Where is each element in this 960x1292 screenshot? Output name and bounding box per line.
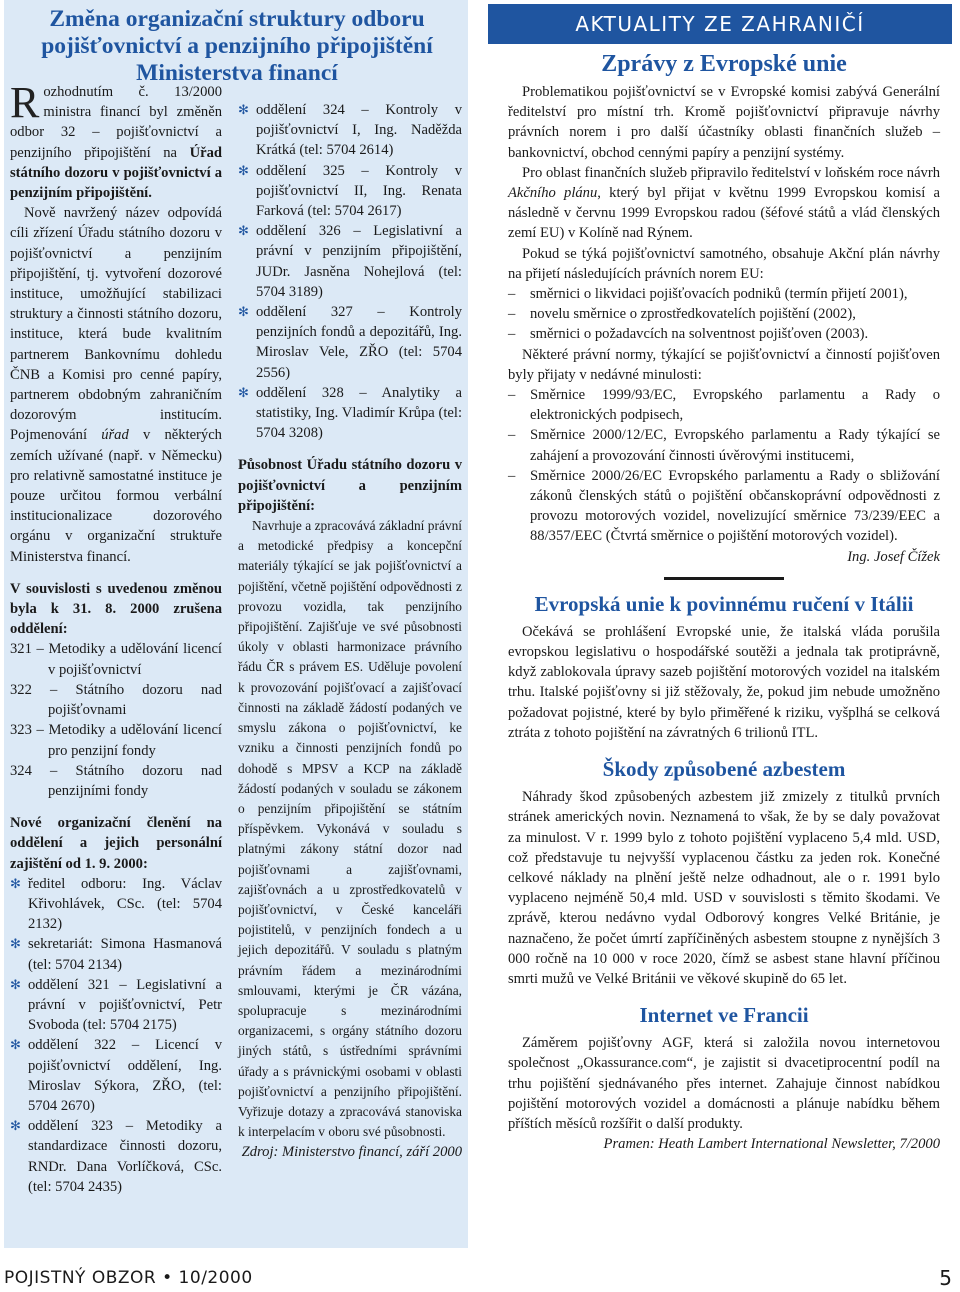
eu-paragraph-4: Některé právní normy, týkající se pojišťovnictví a činností pojišťoven byly přijaty v nedávné minulosti: [508,346,940,383]
asbestos-title: Škody způsobené azbestem [602,757,846,782]
list-item: ✻ oddělení 322 – Licencí v pojišťovnictví oddělení, Ing. Miroslav Sýkora, ZŘO, (tel: 5704 2670) [10,1035,222,1116]
left-source: Zdroj: Ministerstvo financí, září 2000 [241,1144,462,1161]
list-item: 322 – Státního dozoru nad pojišťovnami [10,681,222,719]
list-item: ✻ sekretariát: Simona Hasmanová (tel: 5704 2134) [10,934,222,974]
list-item: ✻ oddělení 323 – Metodiky a standardizace činnosti dozoru, RNDr. Dana Vorlíčková, CSc. (tel: 5704 2435) [10,1116,222,1197]
eu-paragraph-1: Problematikou pojišťovnictví se v Evropské komisi zabývá Generální ředitelství pro místní trh. Kromě pojišťovnictví připravuje návrhy právních norem i pro další účastníky oblasti finančních služeb – bankovnictví, obchod cennými papíry a penzijní systémy. [508,84,940,161]
cancelled-list [10,639,222,801]
list-item: ✻ oddělení 324 – Kontroly v pojišťovnictví I, Ing. Naděžda Krátká (tel: 5704 2614) [238,100,462,161]
eu-paragraph-3: Pokud se týká pojišťovnictví samotného, obsahuje Akční plán návrhy na přijetí následujících právních norem EU: [508,245,940,282]
eu-news-title: Zprávy z Evropské unie [601,51,847,77]
list-item: ✻ oddělení 325 – Kontroly v pojišťovnictví II, Ing. Renata Farková (tel: 5704 2617) [238,161,462,222]
list-item: ✻ oddělení 328 – Analytiky a statistiky, Ing. Vladimír Krůpa (tel: 5704 3208) [238,383,462,444]
section-header: AKTUALITY ZE ZAHRANIČÍ [488,4,952,44]
list-item: – Směrnice 1999/93/EC, Evropského parlamentu a Rady o elektronických podpisech, [508,385,940,425]
eu-paragraph-2: Pro oblast finančních služeb připravilo ředitelství v loňském roce návrh [522,164,940,181]
right-column [508,50,940,1154]
france-title: Internet ve Francii [639,1003,809,1028]
france-source: Pramen: Heath Lambert International Newsletter, 7/2000 [603,1136,940,1153]
list-item: – Směrnice 2000/12/EC, Evropského parlamentu a Rady týkající se zahájení a provozování činnosti úvěrovými institucemi, [508,425,940,465]
paragraph-2: Nově navržený název odpovídá cíli zřízení Úřadu státního dozoru v pojišťovnictví a penzijním připojištění, tj. vytvoření dozorové instituce, umožňující stabilizaci struktury a činnosti státního dozoru, instituce, která bude kvalitním partnerem Bankovnímu dohledu ČNB a Komisi pro cenné papíry, partnerem obdobným zahraničním dozorovým institucím. Pojmenování [10,205,222,444]
eu-planned-list [508,284,940,345]
list-item: ✻ oddělení 327 – Kontroly penzijních fondů a depozitářů, Ing. Miroslav Vele, ZŘO (tel: 5704 2556) [238,302,462,383]
list-item: 321 – Metodiky a udělování licencí v pojišťovnictví [10,641,222,678]
paragraph-2-tail: v některých zemích užívané (např. v Německu) pro relativně samostatné instituce je pouze určitou formou verbální institucionalizace dozorového orgánu v organizační struktuře Ministerstva financí. [10,427,222,565]
eu-paragraph-2-italic: Akčního plánu [508,185,598,202]
paragraph-2-italic: úřad [101,427,129,444]
left-article-column-2 [238,100,462,1163]
drop-cap: R [10,78,40,127]
article-title: Změna organizační struktury odboru pojišťovnictví a penzijního připojištění Ministerstva financí [41,6,433,86]
staff-list-1 [10,874,222,1197]
new-structure-heading: Nové organizační členění na oddělení a jejich personální zajištění od 1. 9. 2000: [10,815,222,872]
page-number: 5 [939,1266,952,1290]
list-item: ✻ ředitel odboru: Ing. Václav Křivohlávek, CSc. (tel: 5704 2132) [10,874,222,935]
eu-adopted-list [508,385,940,547]
staff-list-2 [238,100,462,443]
list-item: – Směrnice 2000/26/EC Evropského parlamentu a Rady o sbližování zákonů členských států o pojištění občanskoprávní odpovědnosti z provozu motorových vozidel, novelizující směrnice 73/239/EEC a 88/357/EEC (Čtvrtá směrnice o pojištění motorových vozidel). [508,466,940,547]
list-item: 324 – Státního dozoru nad penzijními fondy [10,762,222,799]
eu-paragraph-2-tail: , který byl přijat v květnu 1999 Evropskou komisí a následně v červnu 1999 Evropskou radou (šéfové států a vlád členských zemí EU) v Kolíně nad Rýnem. [508,185,940,242]
list-item: – směrnici o likvidaci pojišťovacích podniků (termín přijetí 2001), [508,284,940,304]
italy-title: Evropská unie k povinnému ručení v Itálii [534,591,914,616]
list-item: ✻ oddělení 326 – Legislativní a právní v penzijním připojištění, JUDr. Jasněna Nohejlová (tel: 5704 3189) [238,221,462,302]
list-item: ✻ oddělení 321 – Legislativní a právní v pojišťovnictví, Petr Svoboda (tel: 5704 2175) [10,975,222,1036]
cancelled-heading: V souvislosti s uvedenou změnou byla k 31. 8. 2000 zrušena oddělení: [10,580,222,638]
france-paragraph: Záměrem pojišťovny AGF, která si založila novou internetovou společnost „Okassurance.com“, je zajistit si dvacetiprocentní podíl na trhu pojištění sjednávaného přes internet. Zahajuje činnost nabídkou pojištění motorových vozidel a domácnosti a plánuje nabídku během příštích měsíců rozšířit o další produkty. [508,1035,940,1132]
divider [664,577,784,580]
scope-heading: Působnost Úřadu státního dozoru v pojišťovnictví a penzijním připojištění: [238,457,462,514]
intro-text: ozhodnutím č. 13/2000 ministra financí byl změněn odbor 32 – pojišťovnictví a penzijního připojištění na [10,84,222,161]
eu-author: Ing. Josef Čížek [847,548,940,565]
intro-bold: Úřad státního dozoru v pojišťovnictví a penzijním připojištění. [10,144,222,202]
list-item: – novelu směrnice o zprostředkovatelích pojištění (2002), [508,304,940,324]
publication-footer: POJISTNÝ OBZOR • 10/2000 [4,1268,253,1288]
asbestos-paragraph: Náhrady škod způsobených azbestem již zmizely z titulků prvních stránek amerických novin. Neznamená to však, že by se daly považovat za minulost. V r. 1999 bylo z tohoto pojištění vyplaceno 5,4 mld. USD, což představuje tu nejvyšší vyplacenou částku za jeden rok. Konečné celkové náklady na plnění ještě nelze odhadnout, ale o r. 1991 bylo vyplaceno nejméně 50,4 mld. USD v souvislosti s těmito škodami. Ve zprávě, kterou nedávno vydal Odborový kongres Velké Británie, je naznačeno, že počet úmrtí zapříčiněných asbestem stoupne z nynějších 3 000 ročně na 10 000 v roce 2020, čímž se asbest stane hlavní příčinou smrti mužů ve Velké Británii ve věkové skupině do 65 let. [508,789,940,987]
list-item: – směrnici o požadavcích na solventnost pojišťoven (2003). [508,324,940,344]
list-item: 323 – Metodiky a udělování licencí pro penzijní fondy [10,722,222,759]
italy-paragraph: Očekává se prohlášení Evropské unie, že italská vláda porušila evropskou legislativu o hospodářské soutěži a jednala tak protiprávně, když zablokovala úpravy sazeb pojištění motorových vozidel na italském trhu. Italské pojišťovny si již stěžovaly, že, pokud jim nebude umožněno požadovat pojistné, které by bylo přiměřené k riziku, vyšplhá se celková ztráta z tohoto pojištění na závratných 6 trilionů ITL. [508,623,940,741]
left-article-column-1 [10,78,222,1197]
scope-text: Navrhuje a zpracovává základní právní a metodické předpisy a koncepční materiály týkající se jak pojišťovnictví a pojištění, včetně pojištění odpovědnosti z provozu vozidla, tak penzijního připojištění. Zajišťuje ve své působnosti úkoly v oblasti harmonizace právního řádu ČR s právem ES. Uděluje povolení k provozování pojišťovací a zajišťovací činnosti na základě žádostí podaných ve smyslu zákona o pojišťovnictví, ke vzniku a činnosti penzijních fondů po dohodě s MPSV a KCP na základě žádostí podaných v souladu se zákonem o penzijním připojištění se státním příspěvkem. Vykonává v souladu s platnými zákony státní dozor nad pojišťovnami a zajišťovnami, zajišťovnách a u zprostředkovatelů v pojišťovnictví, v České kanceláři pojistitelů, v penzijních fondech a u jejich depozitářů. V souladu s platným právním řádem a mezinárodními smlouvami, kterými je ČR vázána, spolupracuje s mezinárodními organizacemi, s orgány státního dozoru jiných států, s ústředními správními úřady a s právnickými osobami v oblasti pojišťovnictví a penzijního připojištění. Vyřizuje dotazy a zpracovává stanoviska k interpelacím v oboru své působnosti. [238,518,462,1140]
